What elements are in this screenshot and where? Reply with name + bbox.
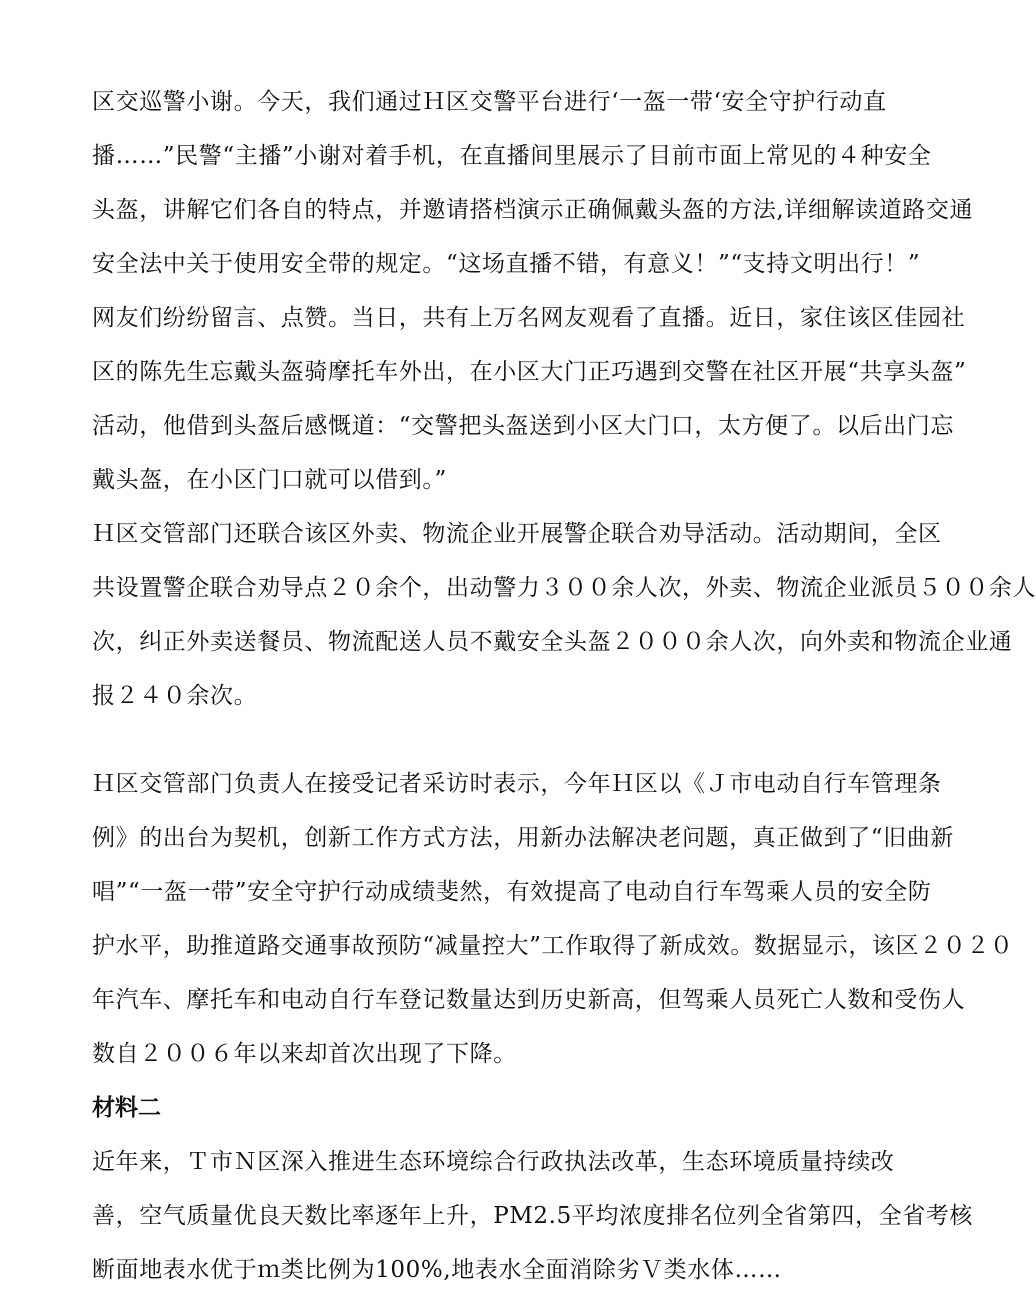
paragraph-1-line-6: 区的陈先生忘戴头盔骑摩托车外出，在小区大门正巧遇到交警在社区开展“共享头盔” — [92, 359, 967, 385]
paragraph-1-line-5: 网友们纷纷留言、点赞。当日，共有上万名网友观看了直播。近日，家住该区佳园社 — [92, 305, 966, 331]
paragraph-1-line-8: 戴头盔，在小区门口就可以借到。” — [92, 467, 447, 493]
paragraph-3-line-3: 唱”“一盔一带”安全守护行动成绩斐然，有效提高了电动自行车驾乘人员的安全防 — [92, 879, 932, 905]
paragraph-4-line-3: 断面地表水优于ｍ类比例为100%,地表水全面消除劣Ｖ类水体…… — [92, 1257, 782, 1283]
paragraph-3-line-6: 数自２００６年以来却首次出现了下降。 — [92, 1041, 517, 1067]
paragraph-3-line-4: 护水平，助推道路交通事故预防“减量控大”工作取得了新成效。数据显示，该区２０２０ — [92, 933, 1014, 959]
paragraph-1-line-3: 头盔，讲解它们各自的特点，并邀请搭档演示正确佩戴头盔的方法,详细解读道路交通 — [92, 197, 974, 223]
paragraph-1-line-4: 安全法中关于使用安全带的规定。“这场直播不错，有意义！”“支持文明出行！” — [92, 251, 921, 277]
paragraph-2-line-2: 共设置警企联合劝导点２０余个，出动警力３００余人次，外卖、物流企业派员５００余人 — [92, 575, 1036, 601]
paragraph-4-line-1: 近年来，Ｔ市Ｎ区深入推进生态环境综合行政执法改革，生态环境质量持续改 — [92, 1149, 895, 1175]
paragraph-4-line-2: 善，空气质量优良天数比率逐年上升，PM2.5平均浓度排名位列全省第四，全省考核 — [92, 1203, 974, 1229]
section-heading: 材料二 — [92, 1095, 161, 1121]
paragraph-1-line-1: 区交巡警小谢。今天，我们通过Ｈ区交警平台进行‘一盔一带‘安全守护行动直 — [92, 89, 887, 115]
paragraph-2-line-3: 次，纠正外卖送餐员、物流配送人员不戴安全头盔２０００余人次，向外卖和物流企业通 — [92, 629, 1013, 655]
paragraph-1-line-2: 播……”民警“主播”小谢对着手机，在直播间里展示了目前市面上常见的４种安全 — [92, 143, 932, 169]
paragraph-1-line-7: 活动，他借到头盔后感慨道：“交警把头盔送到小区大门口，太方便了。以后出门忘 — [92, 413, 954, 439]
paragraph-3-line-5: 年汽车、摩托车和电动自行车登记数量达到历史新高，但驾乘人员死亡人数和受伤人 — [92, 987, 966, 1013]
paragraph-3-line-2: 例》的出台为契机，创新工作方式方法，用新办法解决老问题，真正做到了“旧曲新 — [92, 825, 954, 851]
paragraph-2-line-1: Ｈ区交管部门还联合该区外卖、物流企业开展警企联合劝导活动。活动期间，全区 — [92, 521, 942, 547]
paragraph-2-line-4: 报２４０余次。 — [92, 683, 258, 709]
paragraph-3-line-1: Ｈ区交管部门负责人在接受记者采访时表示，今年Ｈ区以《Ｊ市电动自行车管理条 — [92, 771, 942, 797]
